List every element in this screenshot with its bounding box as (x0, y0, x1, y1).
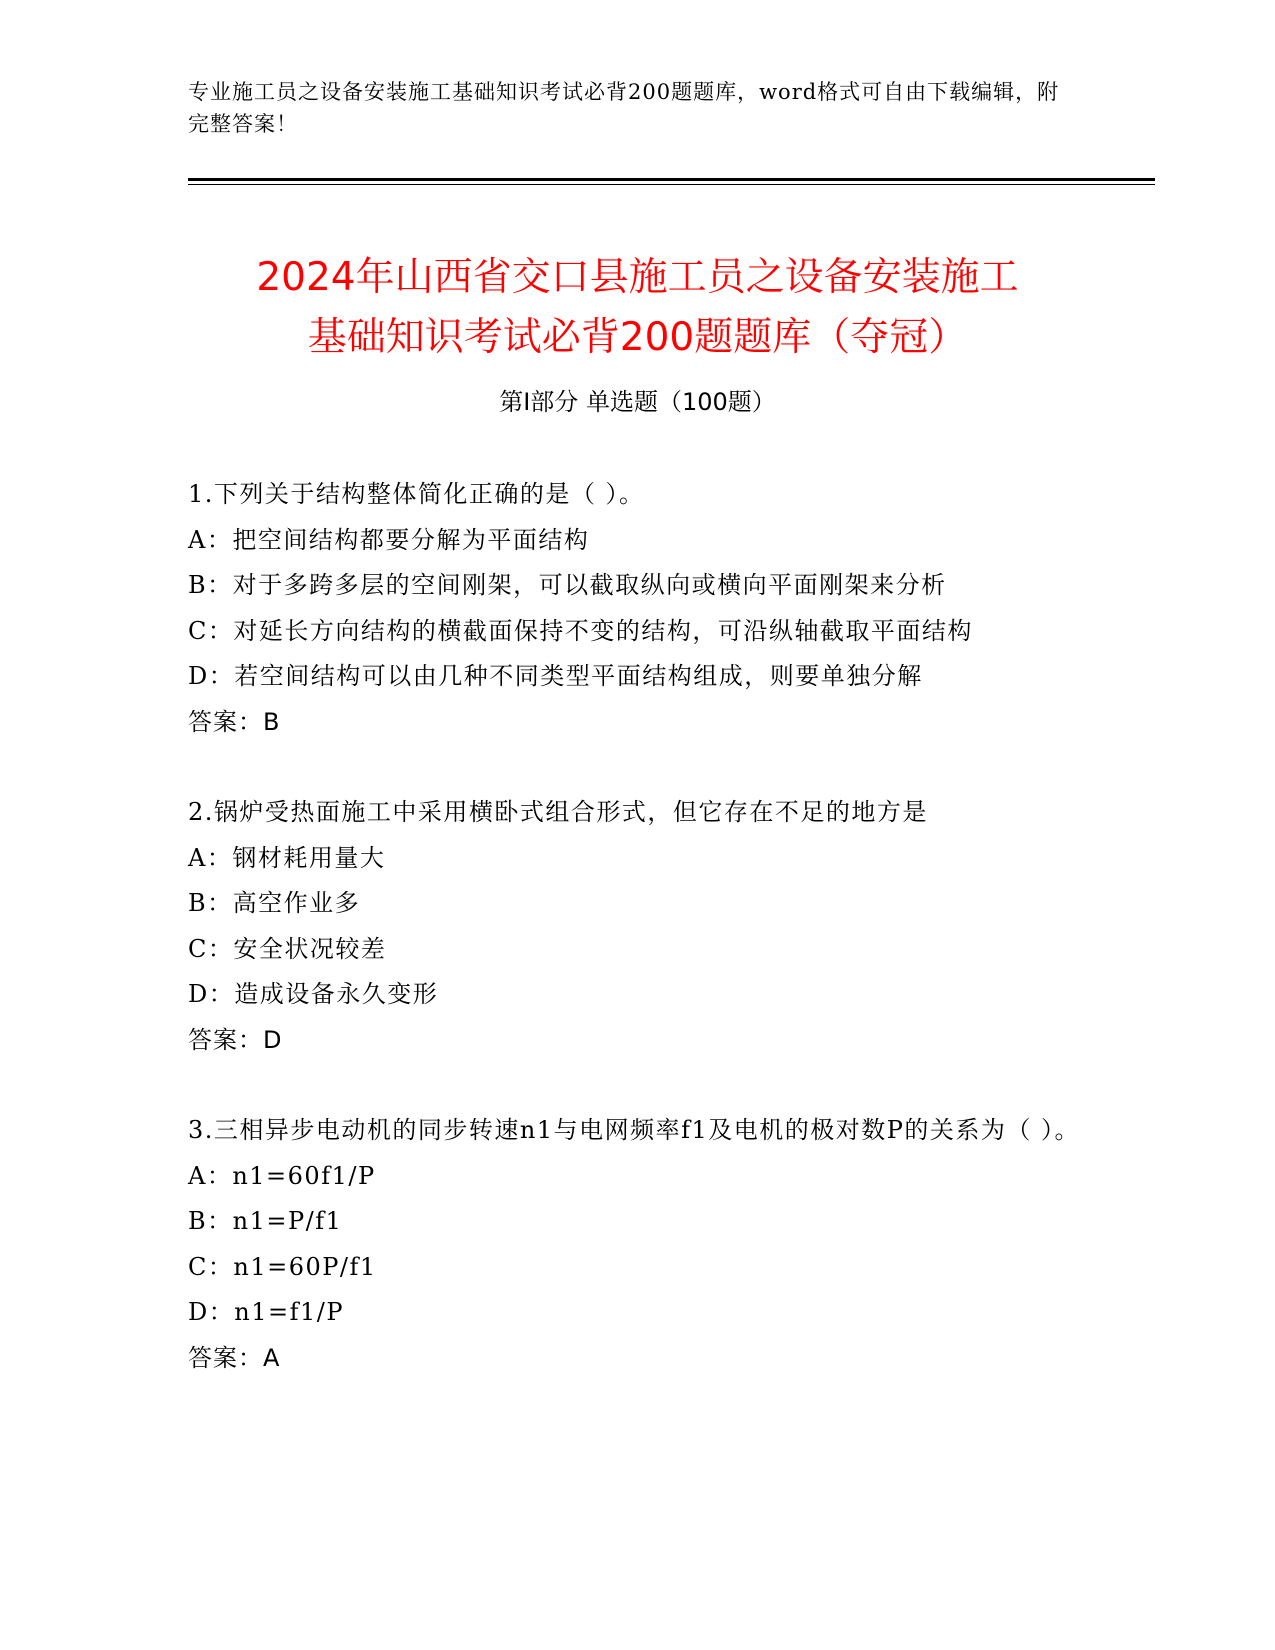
document-title-line-2: 基础知识考试必背200题题库（夺冠） (307, 315, 968, 361)
document-title-line-1: 2024年山西省交口县施工员之设备安装施工 (256, 255, 1019, 301)
option-d: D：造成设备永久变形 (188, 980, 439, 1008)
question-stem: 3.三相异步电动机的同步转速n1与电网频率f1及电机的极对数P的关系为（ ）。 (188, 1116, 1081, 1144)
section-heading: 第Ⅰ部分 单选题（100题） (499, 388, 776, 416)
question-1 (188, 472, 1088, 745)
question-stem: 1.下列关于结构整体简化正确的是（ ）。 (188, 480, 645, 508)
question-3 (188, 1108, 1088, 1381)
header-divider-thick (188, 178, 1155, 181)
option-a: A：n1=60f1/P (188, 1161, 376, 1190)
option-c: C：安全状况较差 (188, 934, 387, 963)
answer: 答案：D (188, 1025, 283, 1054)
question-2 (188, 790, 1088, 1063)
option-d: D：若空间结构可以由几种不同类型平面结构组成，则要单独分解 (188, 662, 923, 690)
option-a: A：钢材耗用量大 (188, 843, 386, 872)
option-b: B：对于多跨多层的空间刚架，可以截取纵向或横向平面刚架来分析 (188, 571, 947, 599)
header-divider-thin (188, 184, 1155, 185)
answer: 答案：A (188, 1343, 281, 1372)
document-title (130, 248, 1145, 368)
header-note: 专业施工员之设备安装施工基础知识考试必背200题题库，word格式可自由下载编辑，附完整答案！ (188, 80, 1060, 136)
option-b: B：高空作业多 (188, 889, 361, 917)
option-b: B：n1=P/f1 (188, 1207, 343, 1235)
option-c: C：对延长方向结构的横截面保持不变的结构，可沿纵轴截取平面结构 (188, 616, 973, 645)
option-a: A：把空间结构都要分解为平面结构 (188, 525, 590, 554)
answer: 答案：B (188, 707, 281, 736)
option-d: D：n1=f1/P (188, 1298, 344, 1326)
option-c: C：n1=60P/f1 (188, 1252, 377, 1281)
question-stem: 2.锅炉受热面施工中采用横卧式组合形式，但它存在不足的地方是 (188, 798, 928, 826)
